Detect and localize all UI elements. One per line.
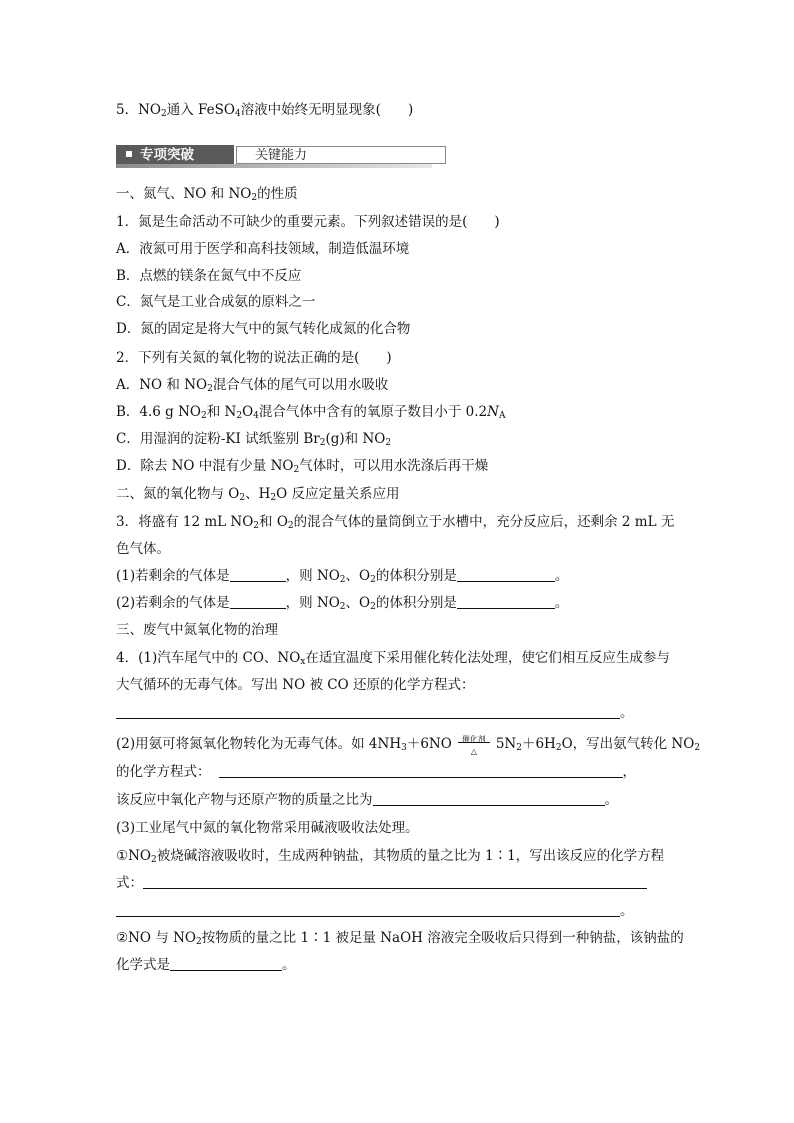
answer-blank[interactable] [230,594,286,609]
q3-stem-line1: 3．将盛有 12 mL $NO_2$和 $O_2$的混合气体的量筒倒立于水槽中，充分反应后，还剩余 2 mL 无 [116,514,675,531]
q4-line6: 该反应中氧化产物与还原产物的质量之比为 。 [116,792,618,808]
q3-stem-line2: 色气体。 [116,541,170,557]
answer-blank[interactable] [457,594,555,609]
answer-blank[interactable] [143,874,647,889]
section-heading-3: 三、废气中氮氧化物的治理 [116,622,278,638]
q1-option-a: A．液氮可用于医学和高科技领域，制造低温环境 [116,241,410,257]
q4-line11: ②NO 与 $NO_2$按物质的量之比 1∶1 被足量 NaOH 溶液完全吸收后只得到一种钠盐，该钠盐的 [116,930,684,947]
q4-line1: 4．(1)汽车尾气中的 CO、$NO_x$在适宜温度下采用催化转化法处理，使它们相互反应生成参与 [116,650,670,667]
q2-option-b: B．4.6 g $NO_2$和 $N_2O_4$混合气体中含有的氧原子数目小于 $0.2N_A$ [116,404,506,421]
section-banner [116,145,432,167]
q4-line5: 的化学方程式： ， [116,764,636,780]
answer-blank[interactable] [373,791,605,806]
section-heading-1: 一、氮气、NO 和 $NO_2$的性质 [116,186,298,203]
catalyst-arrow: 催化剂 △ [456,736,492,752]
q4-line9: 式： [116,873,647,893]
q4-line7: (3)工业尾气中氮的氧化物常采用碱液吸收法处理。 [116,820,419,836]
q3-sub2: (2)若剩余的气体是 ，则 $NO_2$、$O_2$的体积分别是 。 [116,595,569,612]
q4-line8: $①NO_2$被烧碱溶液吸收时，生成两种钠盐，其物质的量之比为 1∶1，写出该反应的化学方程 [116,848,665,865]
square-icon [126,151,132,157]
banner-underline [116,164,432,168]
answer-blank[interactable] [170,956,282,971]
q1-option-d: D．氮的固定是将大气中的氮气转化成氮的化合物 [116,321,411,337]
banner-dark-tab: 专项突破 [116,145,234,165]
q1-option-c: C．氮气是工业合成氨的原料之一 [116,294,316,310]
q4-line4: (2)用氨可将氮氧化物转化为无毒气体。如 $4NH_3+6NO$ 催化剂 △ $5N_2+6H_2O$，写出氨气转化 $NO_2$ [116,735,701,756]
q3-sub1: (1)若剩余的气体是 ，则 $NO_2$、$O_2$的体积分别是 。 [116,568,569,585]
q2-option-c: C．用湿润的淀粉-KI 试纸鉴别 $Br_2(g)$和 $NO_2$ [116,431,392,448]
question-5: 5．$NO_2$通入 FeSO$_4$溶液中始终无明显现象( ) [116,102,414,119]
q1-stem: 1．氮是生命活动不可缺少的重要元素。下列叙述错误的是( ) [116,214,500,230]
answer-blank[interactable] [116,704,620,719]
q4-answer-line1: 。 [116,703,634,723]
q2-option-d: D．除去 NO 中混有少量 $NO_2$气体时，可以用水洗涤后再干燥 [116,458,489,475]
q4-line10: 。 [116,901,634,921]
q4-line12: 化学式是 。 [116,957,296,973]
q4-line2: 大气循环的无毒气体。写出 NO 被 CO 还原的化学方程式： [116,677,475,693]
section-heading-2: 二、氮的氧化物与 $O_2$、$H_2O$ 反应定量关系应用 [116,486,400,503]
q2-option-a: A．NO 和 $NO_2$混合气体的尾气可以用水吸收 [116,377,389,394]
answer-blank[interactable] [219,763,623,778]
q1-option-b: B．点燃的镁条在氮气中不反应 [116,268,302,284]
answer-blank[interactable] [116,902,620,917]
q2-stem: 2．下列有关氮的氧化物的说法正确的是( ) [116,350,392,366]
answer-blank[interactable] [230,567,286,582]
answer-blank[interactable] [457,567,555,582]
banner-light-tab: 关键能力 [236,146,446,164]
